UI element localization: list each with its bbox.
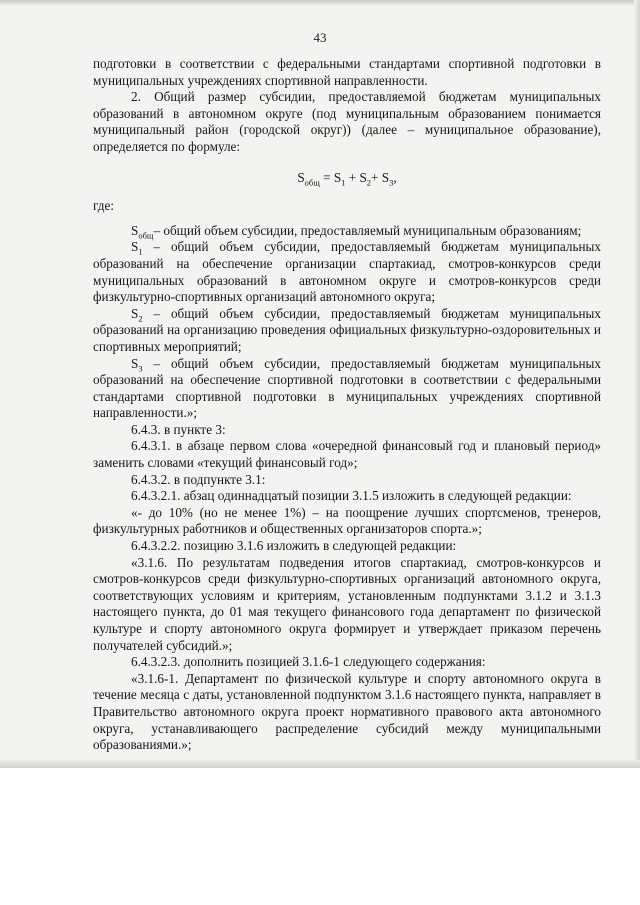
definition-s3: $S_3$ – общий объем субсидии, предоставляемый бюджетам муниципальных образований на обеспечение спортивной подготовки в соответствии с федеральными стандартами спортивной подготовки в муниципальных учреждениях спортивной направленности.»; bbox=[93, 355, 601, 421]
quote-3-1-5: «- до 10% (но не менее 1%) – на поощрение лучших спортсменов, тренеров, физкультурных работников и общественных организаторов спорта.»; bbox=[93, 504, 601, 537]
scan-edge-bottom bbox=[0, 760, 640, 768]
paragraph-6-4-3-2-1: 6.4.3.2.1. абзац одиннадцатый позиции 3.1.5 изложить в следующей редакции: bbox=[131, 488, 572, 504]
document-body bbox=[93, 56, 601, 754]
paragraph-6-4-3-2: 6.4.3.2. в подпункте 3.1: bbox=[131, 471, 266, 487]
definition-s1: $S_1$ – общий объем субсидии, предоставляемый бюджетам муниципальных образований на обеспечение организации спартакиад, смотров-конкурсов среди муниципальных образований в автономном округе и смотров-конкурсов среди физкультурно-спортивных организаций автономного округа; bbox=[93, 239, 601, 305]
formula: $S_{общ} = S_1 + S_2+ S_3$, bbox=[297, 169, 397, 188]
where-label: где: bbox=[93, 198, 114, 214]
paragraph-continuation: подготовки в соответствии с федеральными стандартами спортивной подготовки в муниципальных учреждениях спортивной направленности. bbox=[93, 56, 601, 88]
paragraph-6-4-3-2-2: 6.4.3.2.2. позицию 3.1.6 изложить в следующей редакции: bbox=[131, 538, 457, 554]
definition-total: $S_{общ}-$ общий объем субсидии, предоставляемый муниципальным образованиям; bbox=[131, 222, 582, 241]
scan-edge-right bbox=[634, 0, 640, 768]
quote-3-1-6: «3.1.6. По результатам подведения итогов спартакиад, смотров-конкурсов и смотров-конкурсов среди физкультурно-спортивных организаций автономного округа, соответствующих условиям и критериям, установленным подпунктами 3.1.2 и 3.1.3 настоящего пункта, до 01 мая текущего финансового года департамент по физической культуре и спорту автономного округа формирует и утверждает приказом перечень получателей субсидий.»; bbox=[93, 554, 601, 653]
paragraph-6-4-3-1: 6.4.3.1. в абзаце первом слова «очередной финансовый год и плановый период» заменить словами «текущий финансовый год»; bbox=[93, 438, 601, 471]
paragraph-6-4-3: 6.4.3. в пункте 3: bbox=[131, 421, 226, 437]
scan-edge-top bbox=[0, 0, 640, 6]
paragraph-subsidy-size: 2. Общий размер субсидии, предоставляемой бюджетам муниципальных образований в автономном округе (под муниципальным образованием понимается муниципальный район (городской округ)) (далее – муниципальное образование), определяется по формуле: bbox=[93, 89, 601, 154]
paragraph-6-4-3-2-3: 6.4.3.2.3. дополнить позицией 3.1.6-1 следующего содержания: bbox=[131, 654, 486, 670]
page-number: 43 bbox=[313, 30, 327, 45]
definition-s2: $S_2$ – общий объем субсидии, предоставляемый бюджетам муниципальных образований на организацию проведения официальных физкультурно-оздоровительных и спортивных мероприятий; bbox=[93, 305, 601, 354]
quote-3-1-6-1: «3.1.6-1. Департамент по физической культуре и спорту автономного округа в течение месяца с даты, установленной подпунктом 3.1.6 настоящего пункта, направляет в Правительство автономного округа проект нормативного правового акта автономного округа, устанавливающего распределение субсидий между муниципальными образованиями.»; bbox=[93, 670, 601, 753]
